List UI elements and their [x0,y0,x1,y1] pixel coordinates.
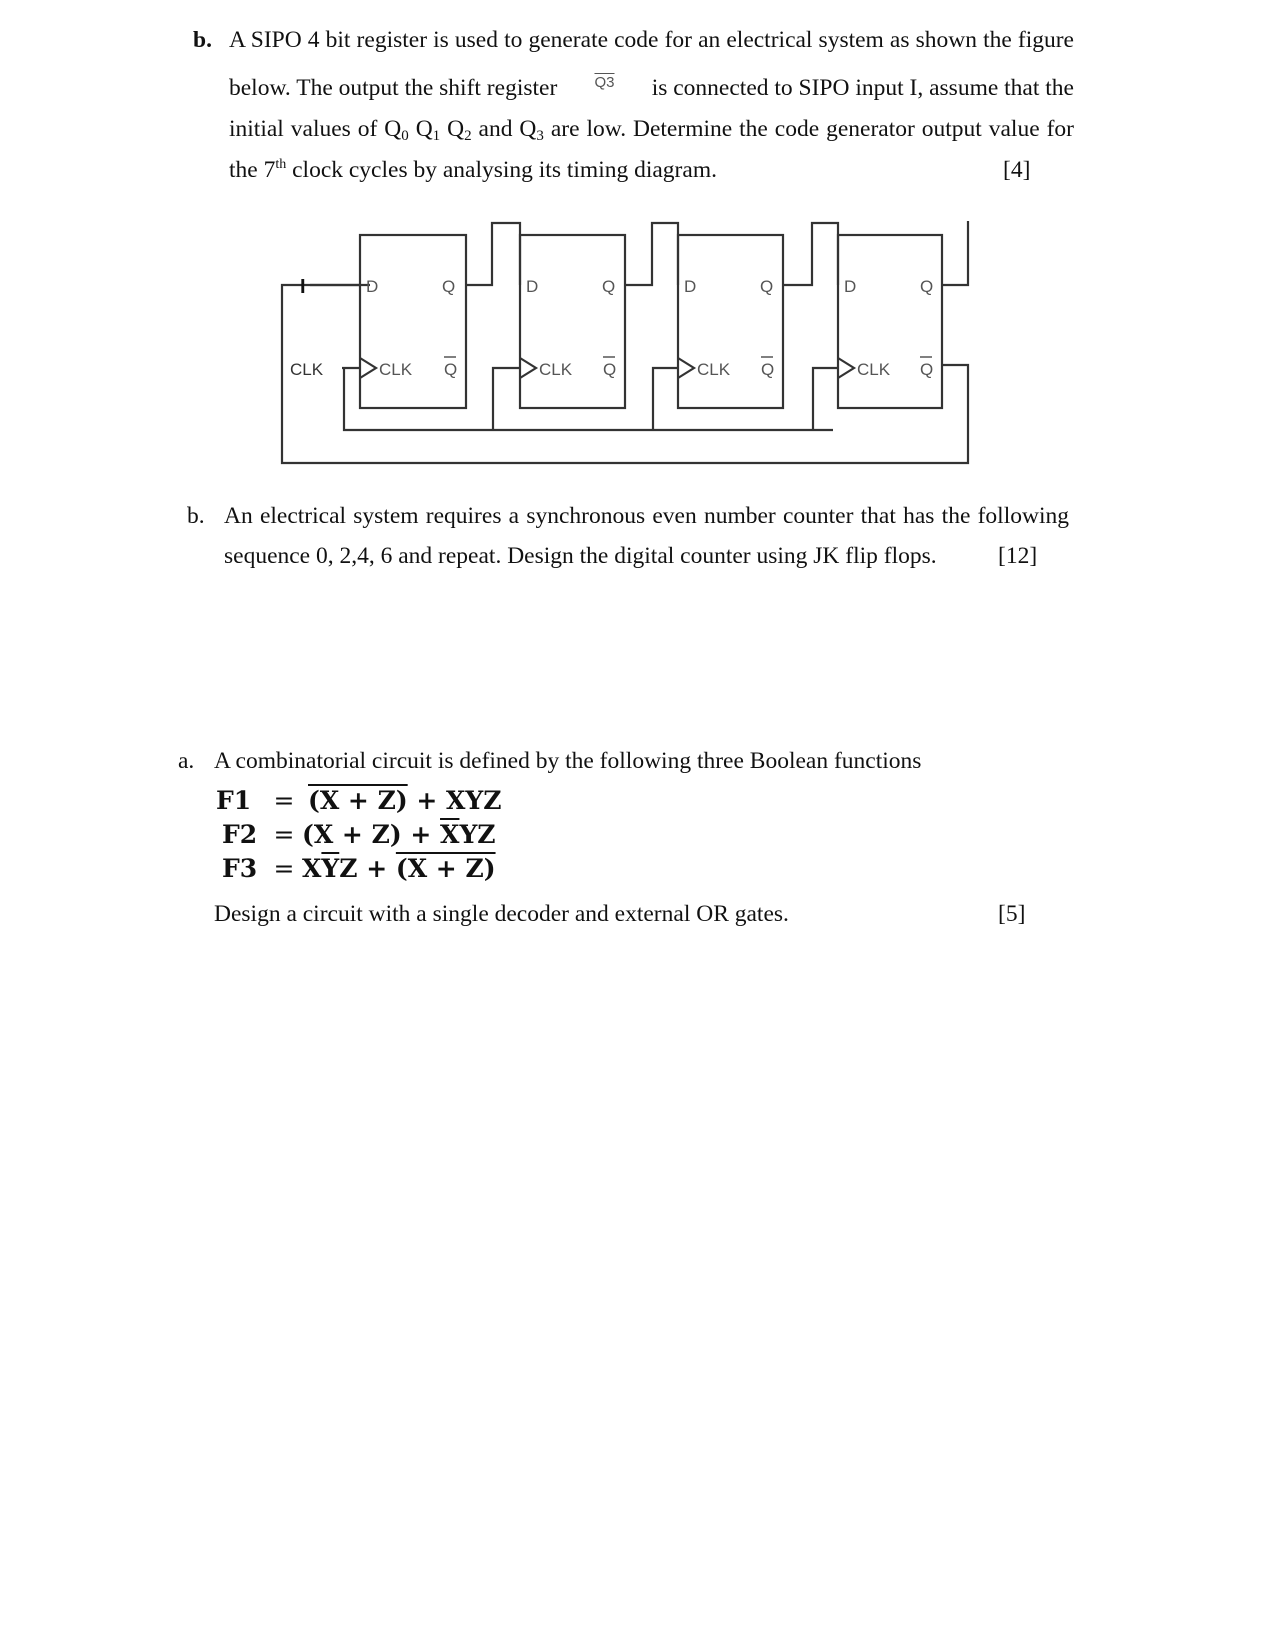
equation-term: X [302,854,322,883]
ff-qbar-label: Q [444,360,458,379]
ff-qbar-label: Q [761,360,775,379]
equation-operator: + [357,854,396,883]
text-fragment: initial values of Q [229,116,402,142]
ff-clk-label: CLK [379,360,413,379]
marks: [5] [998,901,1026,927]
equation-f1 [216,786,502,816]
text-fragment: below. The output the shift register [229,75,558,101]
equation-f2 [222,820,496,850]
equation-operator: = [273,854,295,883]
ff-q-label: Q [442,277,456,296]
text-fragment: clock cycles by analysing its timing diagram. [286,157,717,183]
subscript: 1 [432,128,441,144]
input-label: I [300,276,306,298]
equation-operator: + [401,820,441,849]
equation-name: F3 [222,854,258,883]
equation-term: (X + Z) [308,786,408,815]
subscript: 3 [536,128,544,144]
sipo-circuit-diagram [270,215,990,475]
clock-triangle [360,358,376,378]
question-text-line [229,156,717,184]
equation-term: YZ [459,820,496,849]
text-fragment: are low. Determine the code generator output value for [543,116,1074,142]
clock-triangle [678,358,694,378]
text-fragment: Q [408,116,433,142]
question-label: b. [193,27,212,53]
ff-d-label: D [844,277,857,296]
equation-term: Z [339,854,358,883]
ff-clk-label: CLK [697,360,731,379]
equation-operator: + [407,786,447,815]
equation-operator: = [273,820,295,849]
clock-wire [653,368,678,430]
question-text-line: Design a circuit with a single decoder and external OR gates. [214,901,789,927]
ff-q-label: Q [920,277,934,296]
ff-qbar-label: Q [603,360,617,379]
flipflop-box [838,235,942,408]
clock-triangle [838,358,854,378]
ff-q-label: Q [602,277,616,296]
question-text-line [229,74,1074,105]
clock-bus [344,368,833,430]
flipflop-box [520,235,625,408]
marks: [12] [998,543,1038,569]
ff-clk-label: CLK [857,360,891,379]
question-label: b. [187,503,205,529]
equation-term: XYZ [446,786,502,815]
text-fragment: and Q [471,116,537,142]
question-text-line: A SIPO 4 bit register is used to generate code for an electrical system as shown the figure [229,27,1074,53]
question-text-line: sequence 0, 2,4, 6 and repeat. Design the digital counter using JK flip flops. [224,543,937,569]
text-fragment: Q [440,116,465,142]
equation-f3 [222,854,496,884]
data-wire [625,223,678,285]
question-text-line [229,115,1074,143]
ff-d-label: D [366,277,379,296]
clock-wire [493,368,520,430]
marks: [4] [1003,157,1031,183]
flipflop-box [678,235,783,408]
text-fragment: the 7 [229,157,276,183]
data-wire [466,223,520,285]
subscript: 2 [464,128,472,144]
equation-term: $\overline{Y}$ [321,854,340,883]
output-wire [942,221,968,285]
clock-triangle [520,358,536,378]
equation-name: F1 [216,786,252,815]
ff-d-label: D [526,277,539,296]
superscript: th [275,157,287,172]
q3-bar-symbol: Q3 [594,74,615,91]
flipflop-box [360,235,466,408]
question-text-line: A combinatorial circuit is defined by the following three Boolean functions [214,748,922,774]
clock-wire [813,368,838,430]
equation-name: F2 [222,820,258,849]
ff-d-label: D [684,277,697,296]
text-fragment: is connected to SIPO input I, assume that the [651,75,1074,101]
data-wire [783,223,838,285]
equation-term: (X + Z) [395,854,496,883]
question-label: a. [178,748,195,774]
subscript: 0 [401,128,409,144]
ff-qbar-label: Q [920,360,934,379]
question-text-line: An electrical system requires a synchronous even number counter that has the following [224,503,1069,529]
clock-label: CLK [290,360,324,379]
ff-q-label: Q [760,277,774,296]
equation-term: $\overline{X}$ [440,820,460,849]
equation-operator: = [273,786,295,815]
equation-term: (X + Z) [302,820,402,849]
ff-clk-label: CLK [539,360,573,379]
